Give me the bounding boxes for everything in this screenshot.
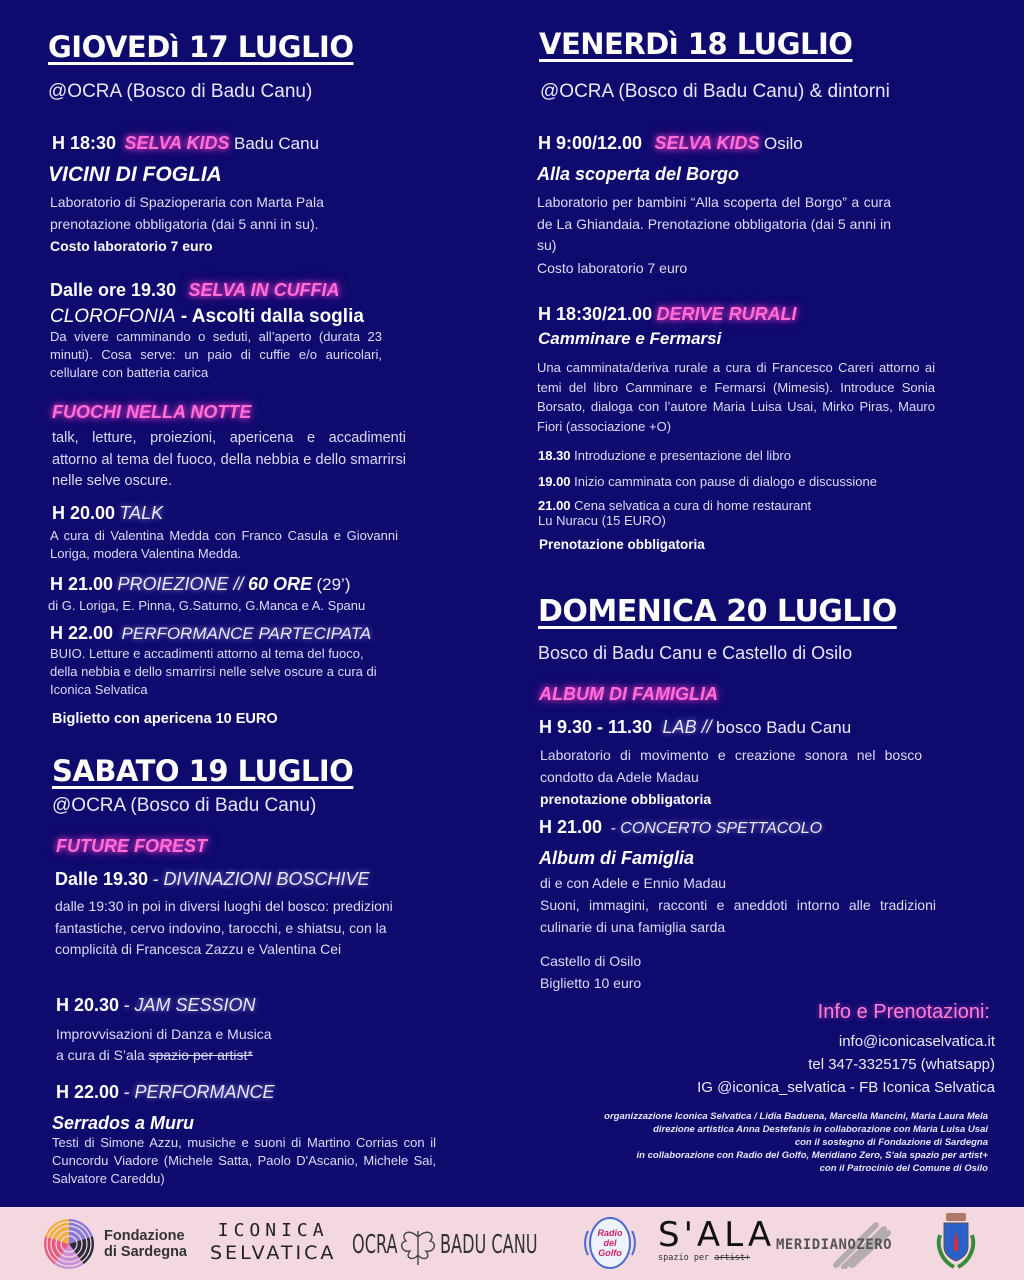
- day-title-sunday: DOMENICA 20 LUGLIO: [538, 594, 897, 629]
- iconica-line1: ICONICA: [217, 1220, 329, 1241]
- event-label: - PERFORMANCE: [123, 1082, 275, 1102]
- coat-of-arms-icon: [934, 1211, 978, 1275]
- event-time: H 18:30: [52, 133, 117, 153]
- credits-block: [528, 1110, 988, 1175]
- event-desc: A cura di Valentina Medda con Franco Casula e Giovanni Loriga, modera Valentina Medda.: [50, 528, 398, 561]
- event-label: - CONCERTO SPETTACOLO: [610, 820, 823, 837]
- logo-ocra-badu-canu: [352, 1223, 550, 1267]
- event-label: - DIVINAZIONI BOSCHIVE: [152, 869, 370, 889]
- event-time: H 20.30: [56, 995, 120, 1015]
- event-title-serrados-a-muru: Serrados a Muru: [52, 1113, 195, 1133]
- event-place: bosco Badu Canu: [716, 718, 852, 737]
- schedule-text: Lu Nuracu (15 EURO): [538, 513, 666, 528]
- sponsor-footer: [0, 1207, 1024, 1280]
- event-place: Osilo: [764, 134, 803, 153]
- event-tag: SELVA KIDS: [654, 133, 760, 153]
- fondazione-star-icon: [42, 1217, 96, 1271]
- event-label: LAB //: [662, 717, 712, 737]
- radio-line1: Radio: [597, 1228, 623, 1238]
- ticket-info: Biglietto con apericena 10 EURO: [52, 711, 278, 727]
- section-tag-fuochi-nella-notte: FUOCHI NELLA NOTTE: [52, 402, 252, 422]
- logo-iconica-selvatica: [210, 1221, 336, 1265]
- event-header-divinazioni: [55, 869, 370, 890]
- event-desc: Laboratorio di Spazioperaria con Marta Pala: [50, 194, 324, 210]
- event-tag: SELVA IN CUFFIA: [188, 280, 340, 300]
- event-header-performance-sat: [56, 1082, 275, 1103]
- event-title-album-di-famiglia: Album di Famiglia: [539, 848, 695, 868]
- info-social-links[interactable]: IG @iconica_selvatica - FB Iconica Selvatica: [697, 1079, 995, 1096]
- event-place: Castello di Osilo: [540, 953, 642, 969]
- venue-thursday: @OCRA (Bosco di Badu Canu): [48, 81, 313, 102]
- event-time: H 22.00: [50, 623, 114, 643]
- fondazione-line1: Fondazione: [104, 1228, 185, 1244]
- venue-saturday: @OCRA (Bosco di Badu Canu): [52, 795, 317, 816]
- event-desc-strike: spazio per artist*: [148, 1047, 253, 1063]
- event-desc-text: a cura di S’ala: [56, 1047, 149, 1063]
- event-title-alla-scoperta: Alla scoperta del Borgo: [537, 164, 740, 184]
- logo-comune-osilo: [934, 1211, 978, 1275]
- event-desc: Una camminata/deriva rurale a cura di Francesco Careri attorno ai temi del libro Camminare e Fermarsi (Mimesis). Introduce Sonia Borsato, dialoga con l’autore Maria Luisa Usai, Mirko Piras, Mauro Fiori (associazione +O): [537, 360, 935, 434]
- event-desc: Laboratorio per bambini “Alla scoperta del Borgo” a cura de La Ghiandaia. Prenotazione obbligatoria (dai 5 anni in su): [537, 194, 891, 253]
- event-time: H 20.00: [52, 503, 116, 523]
- event-header-concerto: [539, 817, 822, 838]
- event-cost: Costo laboratorio 7 euro: [537, 260, 688, 276]
- schedule-item: [538, 473, 877, 491]
- radio-text: [582, 1228, 638, 1258]
- section-desc: talk, letture, proiezioni, apericena e accadimenti attorno al tema del fuoco, della nebbia e dello smarrirsi nelle selve oscure.: [52, 430, 406, 489]
- event-desc: Improvvisazioni di Danza e Musica: [56, 1026, 272, 1042]
- radio-line2: del: [603, 1238, 617, 1248]
- event-label: PERFORMANCE PARTECIPATA: [121, 624, 372, 643]
- event-desc: di G. Loriga, E. Pinna, G.Saturno, G.Manca e A. Spanu: [48, 598, 366, 613]
- schedule-text: Cena selvatica a cura di home restaurant: [570, 498, 812, 513]
- event-desc: di e con Adele e Ennio Madau: [540, 875, 727, 891]
- oak-leaf-icon: [396, 1223, 440, 1267]
- schedule-text: Inizio camminata con pause di dialogo e discussione: [574, 474, 877, 489]
- event-header-selva-in-cuffia: [50, 280, 340, 301]
- sala-sub: [658, 1253, 750, 1263]
- logo-radio-del-golfo: [582, 1215, 638, 1271]
- meridiano-text: MERIDIANOZERO: [776, 1237, 893, 1253]
- booking-required: prenotazione obbligatoria: [540, 791, 712, 807]
- badu-canu-text: BADU CANU: [440, 1230, 538, 1260]
- event-time: H 18:30/21.00: [538, 304, 653, 324]
- schedule-time: 19.00: [538, 474, 571, 489]
- event-header-jam-session: [56, 995, 256, 1016]
- event-desc: prenotazione obbligatoria (dai 5 anni in su).: [50, 216, 319, 232]
- sala-sub-text: spazio per: [658, 1253, 715, 1263]
- event-time: Dalle 19.30: [55, 869, 149, 889]
- event-desc: Testi di Simone Azzu, musiche e suoni di Martino Corrias con il Cuncordu Viadore (Michele Satta, Paolo D'Ascanio, Michele Sai, Salvatore Careddu): [52, 1135, 436, 1186]
- venue-sunday: Bosco di Badu Canu e Castello di Osilo: [538, 643, 853, 663]
- event-desc: Iconica Selvatica: [50, 682, 148, 697]
- event-header-talk: [52, 503, 163, 524]
- event-title-rest: - Ascolti dalla soglia: [175, 306, 364, 327]
- event-label: PROIEZIONE //: [117, 574, 244, 594]
- event-header-selva-kids-fri: [538, 133, 803, 154]
- radio-line3: Golfo: [598, 1248, 622, 1258]
- sala-name: S'ALA: [658, 1215, 776, 1255]
- sala-sub-strike: artist+: [714, 1253, 751, 1263]
- film-title: 60 ORE: [247, 574, 313, 594]
- event-tag: SELVA KIDS: [124, 133, 230, 153]
- logo-meridiano-zero: [776, 1221, 922, 1269]
- info-email-link[interactable]: info@iconicaselvatica.it: [838, 1033, 995, 1050]
- credit-line: direzione artistica Anna Destefanis in collaborazione con Maria Luisa Usai: [653, 1124, 988, 1135]
- credit-line: con il Patrocinio del Comune di Osilo: [819, 1163, 988, 1174]
- event-desc: Suoni, immagini, racconti e aneddoti intorno alle tradizioni culinarie di una famiglia sarda: [540, 897, 936, 935]
- event-time: H 22.00: [56, 1082, 120, 1102]
- schedule-item: [538, 498, 811, 528]
- event-label: TALK: [119, 503, 164, 523]
- event-desc: [56, 1045, 253, 1067]
- event-header-derive-rurali: [538, 304, 797, 325]
- event-desc: dalle 19:30 in poi in diversi luoghi del bosco: predizioni fantastiche, cervo indovino, tarocchi, e shiatsu, con la complicità di Francesca Zazzu e Valentina Cei: [55, 898, 393, 957]
- event-tag: DERIVE RURALI: [656, 304, 797, 324]
- event-desc: Laboratorio di movimento e creazione sonora nel bosco condotto da Adele Madau: [540, 747, 922, 785]
- credit-line: in collaborazione con Radio del Golfo, Meridiano Zero, S'ala spazio per artist+: [636, 1150, 988, 1161]
- schedule-time: 21.00: [538, 498, 571, 513]
- schedule-item: [538, 447, 791, 465]
- iconica-line2: SELVATICA: [210, 1242, 337, 1264]
- logo-sala: [658, 1217, 775, 1263]
- logo-fondazione-sardegna: [42, 1217, 187, 1271]
- schedule-time: 18.30: [538, 448, 571, 463]
- event-desc: della nebbia e dello smarrirsi nelle selve oscure a cura di: [50, 664, 377, 679]
- schedule-text: Introduzione e presentazione del libro: [574, 448, 791, 463]
- section-tag-future-forest: FUTURE FOREST: [56, 836, 207, 856]
- event-label: - JAM SESSION: [123, 995, 256, 1015]
- event-title-italic: CLOROFONIA: [50, 306, 176, 327]
- event-time: H 21.00: [50, 574, 114, 594]
- day-title-saturday: SABATO 19 LUGLIO: [52, 754, 354, 788]
- event-header-selva-kids: [52, 133, 319, 154]
- fondazione-line2: di Sardegna: [104, 1244, 187, 1260]
- event-header-performance: [50, 623, 371, 644]
- event-time: H 9.30 - 11.30: [539, 717, 653, 737]
- day-title-thursday: GIOVEDì 17 LUGLIO: [48, 30, 354, 64]
- event-desc: BUIO. Letture e accadimenti attorno al tema del fuoco,: [50, 646, 364, 661]
- booking-required: Prenotazione obbligatoria: [539, 537, 705, 552]
- section-tag-album-di-famiglia: ALBUM DI FAMIGLIA: [539, 684, 718, 704]
- credit-line: organizzazione Iconica Selvatica / Lidia Baduena, Marcella Mancini, Maria Laura Mela: [604, 1111, 988, 1122]
- info-title: Info e Prenotazioni:: [817, 1001, 990, 1023]
- event-time: Dalle ore 19.30: [50, 280, 177, 300]
- event-header-proiezione: [50, 574, 350, 595]
- venue-friday: @OCRA (Bosco di Badu Canu) & dintorni: [540, 81, 890, 102]
- event-desc: Da vivere camminando o seduti, all’aperto (durata 23 minuti). Cosa serve: un paio di cuffie e/o auricolari, cellulare con batteria carica: [50, 329, 382, 380]
- event-title-clorofonia: [50, 306, 364, 328]
- event-time: H 9:00/12.00: [538, 133, 643, 153]
- event-cost: Costo laboratorio 7 euro: [50, 238, 213, 254]
- ocra-text: OCRA: [352, 1230, 398, 1260]
- event-header-lab: [539, 717, 851, 738]
- event-title-camminare: Camminare e Fermarsi: [538, 329, 722, 348]
- ticket-info: Biglietto 10 euro: [540, 975, 642, 991]
- event-time: H 21.00: [539, 817, 603, 837]
- event-title-vicini-di-foglia: VICINI DI FOGLIA: [48, 163, 222, 186]
- credit-line: con il sostegno di Fondazione di Sardegna: [794, 1137, 988, 1148]
- event-place: Badu Canu: [233, 134, 320, 153]
- fondazione-text: [104, 1228, 187, 1260]
- info-phone-link[interactable]: tel 347-3325175 (whatsapp): [808, 1056, 995, 1073]
- day-title-friday: VENERDì 18 LUGLIO: [539, 27, 853, 61]
- film-duration: (29’): [316, 575, 351, 594]
